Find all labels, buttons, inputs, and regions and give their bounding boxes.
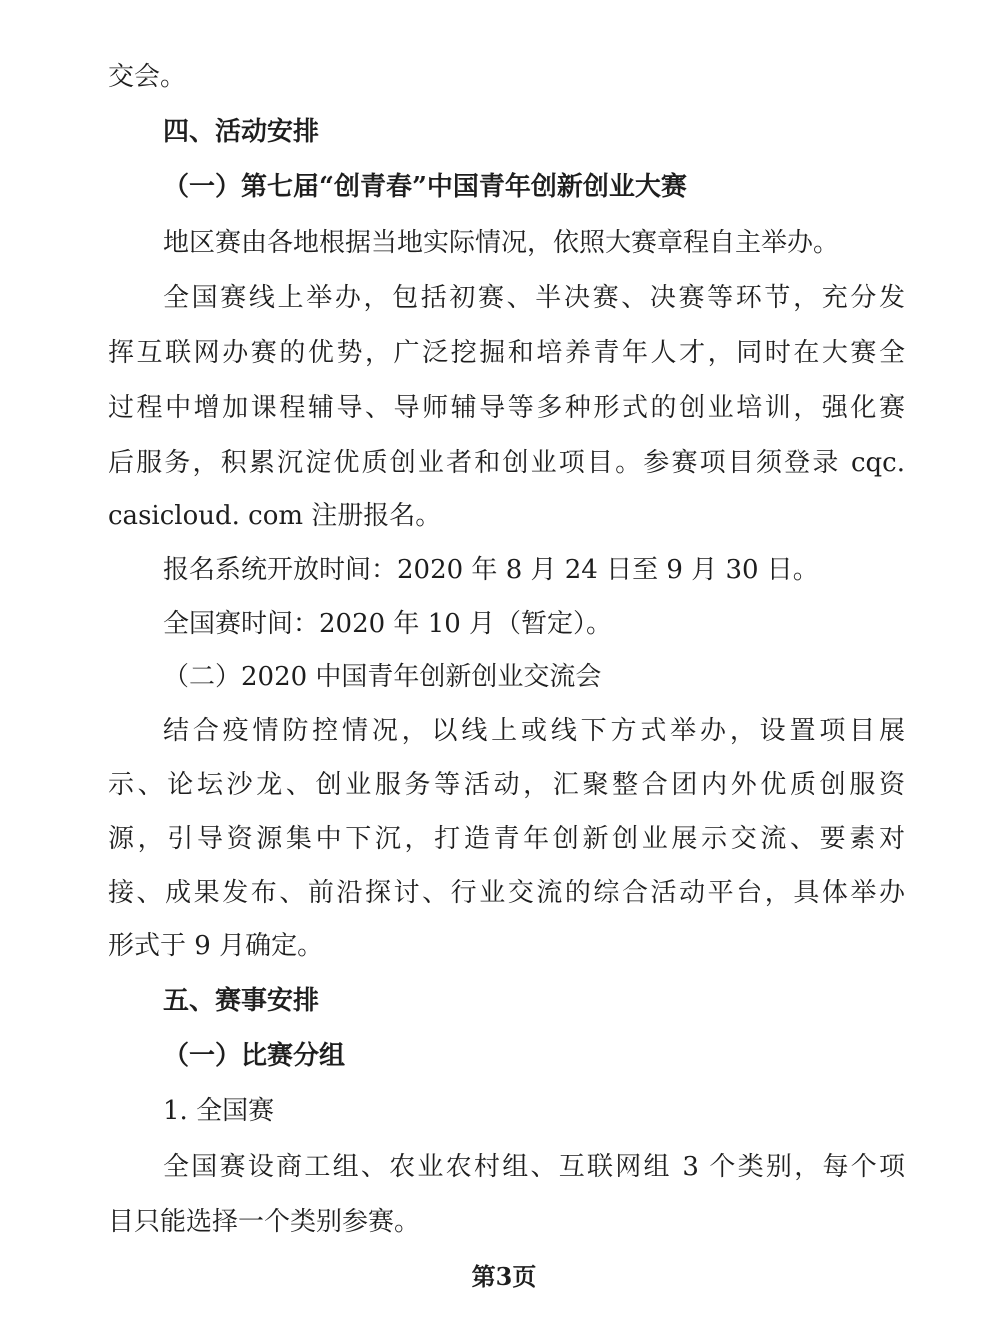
section-heading-events: 五、赛事安排 [163,986,320,1016]
paragraph-line: 全国赛设商工组、农业农村组、互联网组 3 个类别，每个项 [163,1152,905,1182]
paragraph-line: 示、论坛沙龙、创业服务等活动，汇聚整合团内外优质创服资 [108,770,905,800]
section-heading-activities: 四、活动安排 [163,117,320,147]
paragraph-line: 源，引导资源集中下沉，打造青年创新创业展示交流、要素对 [108,824,905,854]
registration-period: 报名系统开放时间：2020 年 8 月 24 日至 9 月 30 日。 [163,555,819,585]
paragraph-line: 全国赛线上举办，包括初赛、半决赛、决赛等环节，充分发 [163,283,905,313]
paragraph-line: 接、成果发布、前沿探讨、行业交流的综合活动平台，具体举办 [108,878,905,908]
paragraph-continuation: 交会。 [108,62,187,92]
paragraph-line: 结合疫情防控情况，以线上或线下方式举办，设置项目展 [163,716,905,746]
paragraph-line: 地区赛由各地根据当地实际情况，依照大赛章程自主举办。 [163,228,840,258]
paragraph-line: 形式于 9 月确定。 [108,931,324,961]
paragraph-line: 过程中增加课程辅导、导师辅导等多种形式的创业培训，强化赛 [108,393,905,423]
page-number: 第3页 [471,1262,537,1291]
paragraph-line: casicloud. com 注册报名。 [108,501,442,531]
national-competition-time: 全国赛时间：2020 年 10 月（暂定）。 [163,609,613,639]
subsection-heading-competition: （一）第七届“创青春”中国青年创新创业大赛 [163,172,687,202]
paragraph-line: 目只能选择一个类别参赛。 [108,1207,421,1237]
subsection-heading-exchange: （二）2020 中国青年创新创业交流会 [163,662,602,692]
paragraph-line: 挥互联网办赛的优势，广泛挖掘和培养青年人才，同时在大赛全 [108,338,905,368]
subsection-heading-groups: （一）比赛分组 [163,1041,346,1071]
paragraph-line: 后服务，积累沉淀优质创业者和创业项目。参赛项目须登录 cqc. [108,448,905,478]
list-item-national: 1. 全国赛 [163,1096,275,1126]
